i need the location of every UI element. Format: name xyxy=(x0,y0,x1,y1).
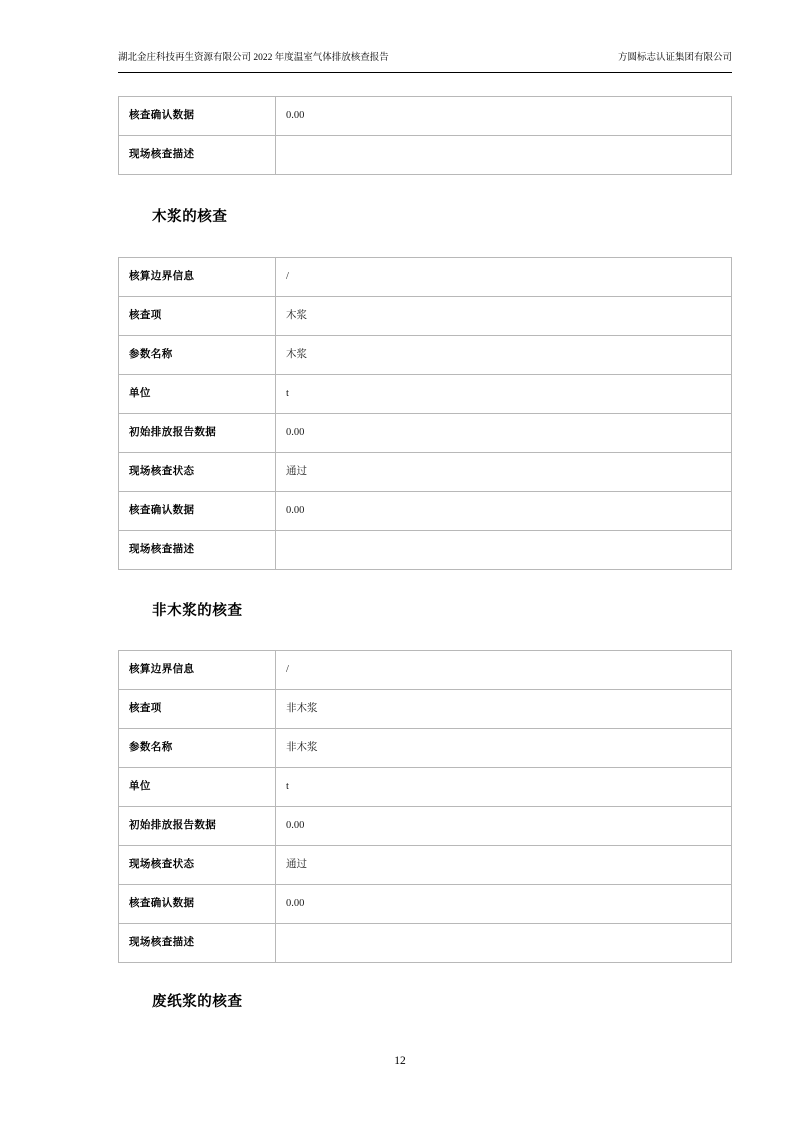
table-row xyxy=(119,258,732,297)
header-right-text: 方圆标志认证集团有限公司 xyxy=(617,53,732,63)
row-value: 0.00 xyxy=(276,414,732,453)
row-value: 木浆 xyxy=(276,336,732,375)
row-label: 参数名称 xyxy=(119,729,276,768)
section-heading-waste-paper-pulp: 废纸浆的核查 xyxy=(152,994,243,1010)
row-value: t xyxy=(276,375,732,414)
row-value: 通过 xyxy=(276,846,732,885)
table-row xyxy=(119,97,732,136)
row-label: 核查确认数据 xyxy=(119,492,276,531)
table-row xyxy=(119,651,732,690)
row-label: 现场核查描述 xyxy=(119,136,276,175)
row-label: 单位 xyxy=(119,768,276,807)
table-row xyxy=(119,846,732,885)
row-label: 现场核查描述 xyxy=(119,531,276,570)
row-label: 核查项 xyxy=(119,297,276,336)
row-value xyxy=(276,924,732,963)
row-value: t xyxy=(276,768,732,807)
row-label: 核算边界信息 xyxy=(119,651,276,690)
table-row xyxy=(119,690,732,729)
table-row xyxy=(119,924,732,963)
table-row xyxy=(119,453,732,492)
header-left-text: 湖北金庄科技再生资源有限公司 2022 年度温室气体排放核查报告 xyxy=(118,53,389,63)
table-row xyxy=(119,768,732,807)
table-wood-pulp xyxy=(118,257,732,570)
row-value: 0.00 xyxy=(276,97,732,136)
table-row xyxy=(119,136,732,175)
row-value xyxy=(276,136,732,175)
page-header xyxy=(118,52,732,64)
table-row xyxy=(119,729,732,768)
section-heading-non-wood-pulp: 非木浆的核查 xyxy=(152,603,243,619)
table-row xyxy=(119,414,732,453)
section-heading-wood-pulp: 木浆的核查 xyxy=(152,209,228,225)
row-value: / xyxy=(276,651,732,690)
row-label: 现场核查状态 xyxy=(119,846,276,885)
row-label: 核查项 xyxy=(119,690,276,729)
row-label: 核查确认数据 xyxy=(119,97,276,136)
table-row xyxy=(119,297,732,336)
row-label: 核算边界信息 xyxy=(119,258,276,297)
row-value: 0.00 xyxy=(276,807,732,846)
row-value: / xyxy=(276,258,732,297)
row-value: 非木浆 xyxy=(276,729,732,768)
table-row xyxy=(119,336,732,375)
row-value: 木浆 xyxy=(276,297,732,336)
row-value: 0.00 xyxy=(276,492,732,531)
row-label: 初始排放报告数据 xyxy=(119,414,276,453)
table-row xyxy=(119,375,732,414)
table-row xyxy=(119,885,732,924)
table-row xyxy=(119,807,732,846)
header-divider xyxy=(118,72,732,73)
table-row xyxy=(119,492,732,531)
table-continued xyxy=(118,96,732,175)
row-label: 现场核查状态 xyxy=(119,453,276,492)
row-value: 0.00 xyxy=(276,885,732,924)
page-number: 12 xyxy=(394,1055,406,1067)
row-label: 核查确认数据 xyxy=(119,885,276,924)
table-non-wood-pulp xyxy=(118,650,732,963)
row-label: 参数名称 xyxy=(119,336,276,375)
row-value: 通过 xyxy=(276,453,732,492)
table-row xyxy=(119,531,732,570)
row-label: 单位 xyxy=(119,375,276,414)
row-label: 现场核查描述 xyxy=(119,924,276,963)
row-value: 非木浆 xyxy=(276,690,732,729)
row-label: 初始排放报告数据 xyxy=(119,807,276,846)
row-value xyxy=(276,531,732,570)
